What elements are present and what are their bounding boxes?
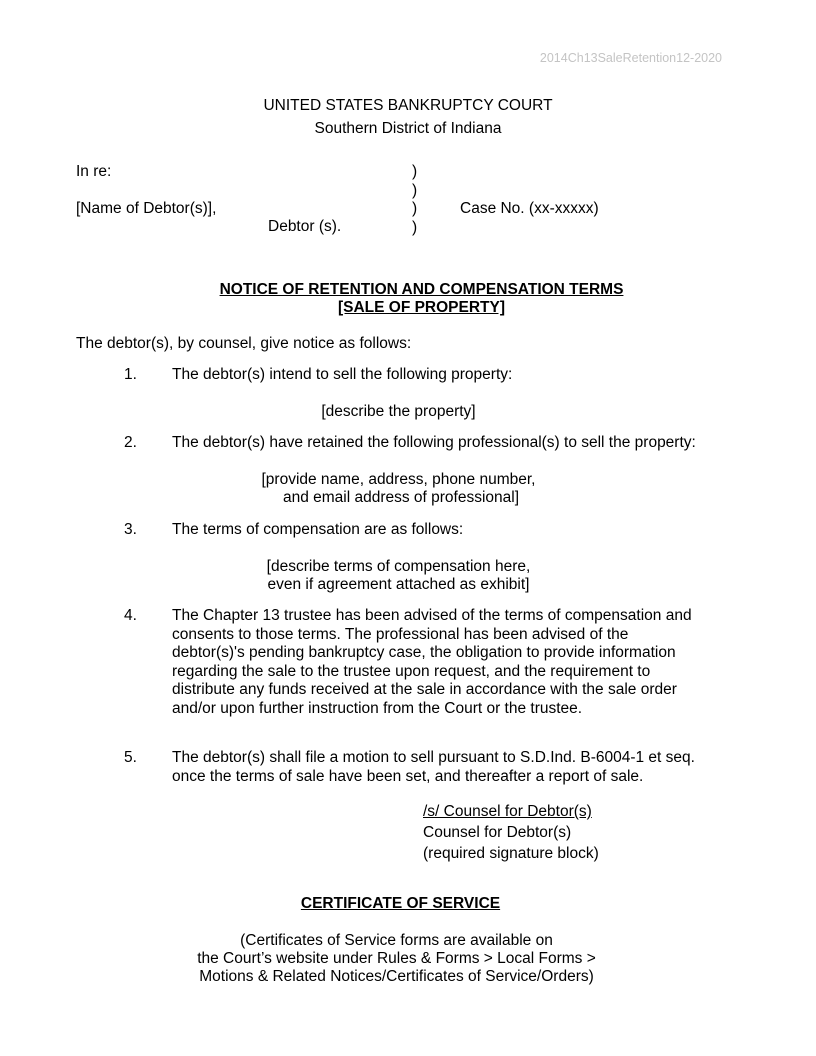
item-text: The debtor(s) have retained the following professional(s) to sell the property:	[172, 434, 696, 451]
certificate-line: Motions & Related Notices/Certificates of Service/Orders)	[199, 968, 594, 985]
debtor-name: [Name of Debtor(s)],	[76, 200, 217, 217]
caption-paren: )	[412, 200, 418, 217]
court-district: Southern District of Indiana	[314, 120, 502, 137]
item-number: 2.	[124, 434, 137, 451]
item-number: 5.	[124, 749, 137, 766]
caption-paren: )	[412, 181, 418, 199]
paragraph-line: The Chapter 13 trustee has been advised of the terms of compensation and	[172, 607, 692, 624]
signature-line: /s/ Counsel for Debtor(s)	[423, 803, 592, 820]
caption-paren: )	[412, 218, 418, 236]
in-re-label: In re:	[76, 163, 112, 180]
case-number: Case No. (xx-xxxxx)	[460, 200, 599, 217]
paragraph-line: debtor(s)'s pending bankruptcy case, the obligation to provide information	[172, 644, 676, 661]
item-number: 4.	[124, 607, 137, 624]
placeholder-text: [describe terms of compensation here,	[266, 558, 531, 575]
item-text: The debtor(s) intend to sell the following property:	[172, 366, 513, 383]
paragraph-line: The debtor(s) shall file a motion to sell pursuant to S.D.Ind. B-6004-1 et seq.	[172, 749, 695, 766]
notice-title: NOTICE OF RETENTION AND COMPENSATION TERMS	[219, 281, 624, 298]
item-paragraph	[172, 607, 742, 718]
item-paragraph	[172, 749, 752, 786]
placeholder-text: [provide name, address, phone number,	[261, 471, 536, 488]
paragraph-line: once the terms of sale have been set, and thereafter a report of sale.	[172, 767, 644, 785]
signature-name: Counsel for Debtor(s)	[423, 824, 572, 841]
notice-subtitle: [SALE OF PROPERTY]	[337, 299, 506, 316]
caption-paren: )	[412, 163, 418, 180]
form-identifier: 2014Ch13SaleRetention12-2020	[539, 51, 722, 65]
paragraph-line: and/or upon further instruction from the Court or the trustee.	[172, 699, 583, 717]
paragraph-line: consents to those terms. The professional has been advised of the	[172, 625, 629, 643]
placeholder-text: even if agreement attached as exhibit]	[267, 576, 530, 593]
certificate-title: CERTIFICATE OF SERVICE	[300, 895, 501, 912]
intro-text: The debtor(s), by counsel, give notice as follows:	[76, 335, 412, 352]
certificate-line: the Court’s website under Rules & Forms > Local Forms >	[197, 950, 596, 967]
item-text: The terms of compensation are as follows:	[172, 521, 464, 538]
item-number: 3.	[124, 521, 137, 538]
item-number: 1.	[124, 366, 137, 383]
court-name: UNITED STATES BANKRUPTCY COURT	[263, 97, 553, 114]
certificate-line: (Certificates of Service forms are available on	[240, 932, 553, 949]
placeholder-text: [describe the property]	[321, 403, 476, 420]
placeholder-text: and email address of professional]	[282, 489, 520, 506]
paragraph-line: distribute any funds received at the sale in accordance with the sale order	[172, 681, 677, 698]
signature-block: (required signature block)	[423, 845, 599, 862]
debtor-label: Debtor (s).	[268, 218, 342, 235]
caption-parentheses	[412, 163, 417, 237]
paragraph-line: regarding the sale to the trustee upon request, and the requirement to	[172, 662, 651, 680]
